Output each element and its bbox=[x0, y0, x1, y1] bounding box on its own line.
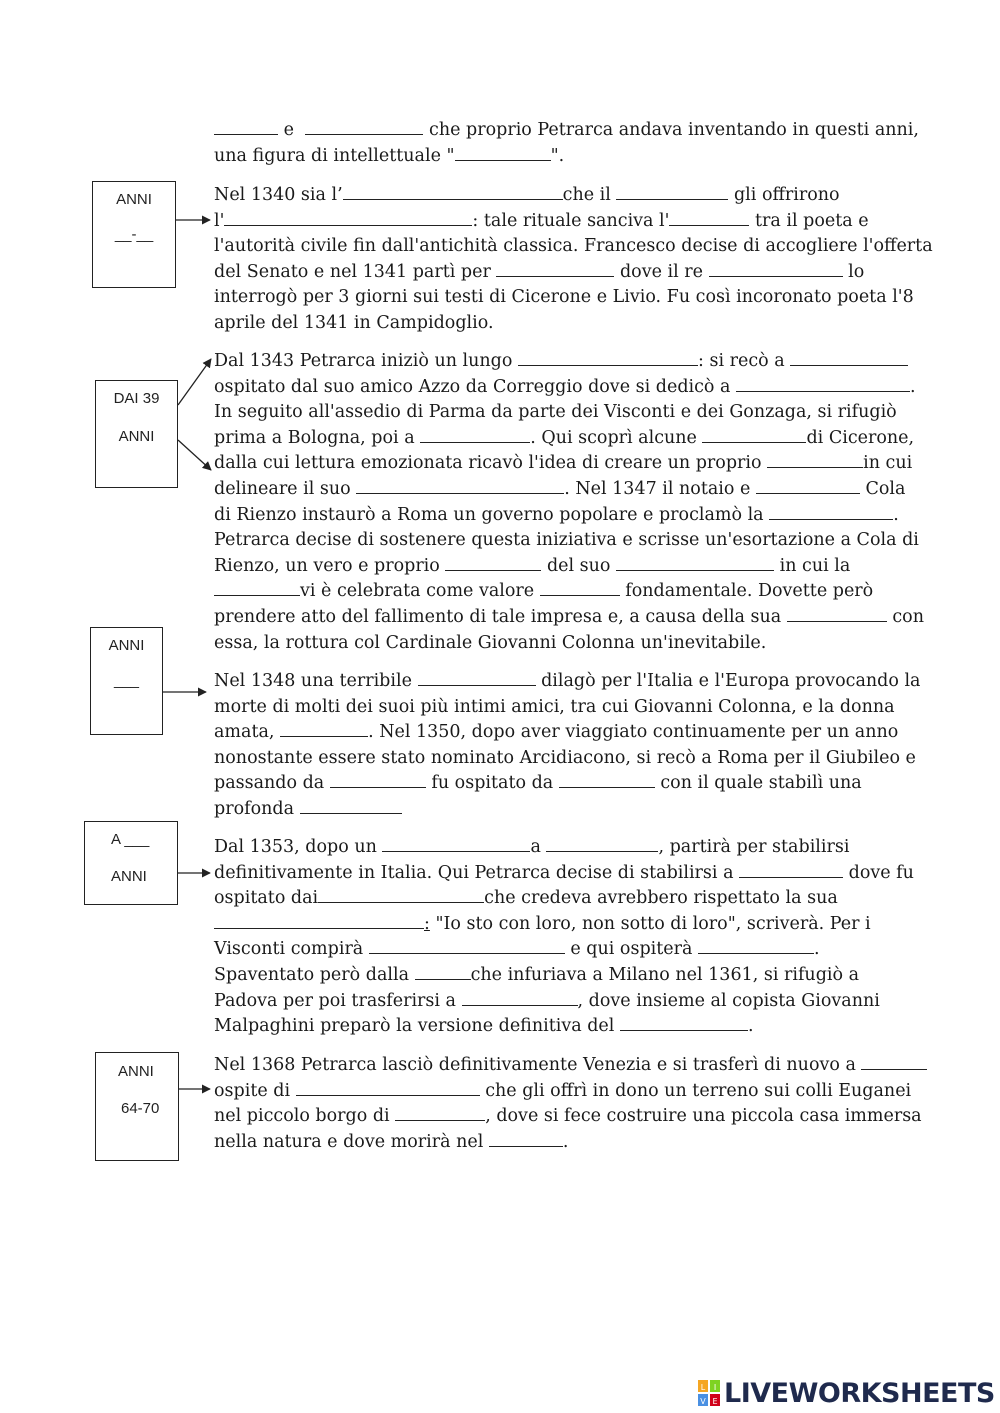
blank-field[interactable] bbox=[709, 261, 843, 277]
logo-letter: E bbox=[712, 1397, 718, 1406]
blank-field[interactable] bbox=[736, 376, 910, 392]
logo-grid-icon bbox=[698, 1380, 720, 1406]
liveworksheets-logo bbox=[698, 1378, 995, 1408]
blank-field[interactable] bbox=[224, 210, 472, 226]
blank-field[interactable] bbox=[790, 350, 908, 366]
blank-field[interactable] bbox=[540, 580, 620, 596]
blank-field[interactable] bbox=[318, 887, 484, 903]
blank-field[interactable] bbox=[415, 964, 471, 980]
side-box-label: DAI 39 bbox=[113, 390, 160, 407]
paragraph-1348: Nel 1348 una terribile dilagò per l'Italia e l'Europa provocando la morte di molti dei suoi più intimi amici, tra cui Giovanni Colonna, e la donna amata, . Nel 1350, dopo aver viaggiato continuamente per un anno nonostante essere stato nominato Arcidiacono, si recò a Roma per il Giubileo e passando da fu ospitato da con il quale stabilì una profonda bbox=[214, 671, 921, 819]
side-box-anni-64-70 bbox=[95, 1052, 179, 1161]
blank-field[interactable] bbox=[420, 427, 530, 443]
side-box-label: ANNI bbox=[116, 191, 152, 208]
blank-field[interactable] bbox=[356, 478, 564, 494]
blank-field[interactable] bbox=[462, 990, 578, 1006]
blank-field[interactable] bbox=[300, 798, 402, 814]
blank-field[interactable] bbox=[305, 119, 423, 135]
paragraph-intro-continuation: e che proprio Petrarca andava inventando in questi anni, una figura di intellettuale " ". bbox=[214, 120, 919, 166]
logo-letter: I bbox=[713, 1383, 717, 1392]
side-box-anni-1 bbox=[92, 181, 176, 288]
blank-field[interactable] bbox=[669, 210, 749, 226]
side-box-anni-3 bbox=[90, 627, 163, 735]
blank-field[interactable] bbox=[620, 1015, 748, 1031]
blank-field[interactable] bbox=[445, 555, 541, 571]
blank-field[interactable] bbox=[518, 350, 698, 366]
blank-field[interactable] bbox=[616, 184, 728, 200]
logo-letter: V bbox=[700, 1397, 706, 1406]
blank-field[interactable] bbox=[702, 427, 806, 443]
blank-field[interactable] bbox=[767, 452, 863, 468]
blank-field[interactable] bbox=[496, 261, 614, 277]
blank-field[interactable] bbox=[214, 913, 424, 929]
blank-field[interactable] bbox=[214, 119, 278, 135]
side-box-blank[interactable]: ___ bbox=[113, 672, 140, 689]
side-box-blank[interactable]: A ___ bbox=[111, 831, 150, 848]
blank-field[interactable] bbox=[787, 606, 887, 622]
blank-field[interactable] bbox=[214, 580, 300, 596]
blank-field[interactable] bbox=[455, 145, 551, 161]
arrow-icon bbox=[178, 359, 211, 405]
side-box-dai-39 bbox=[95, 380, 178, 488]
side-box-label: ANNI bbox=[118, 428, 155, 445]
blank-field[interactable] bbox=[369, 938, 565, 954]
blank-field[interactable] bbox=[559, 772, 655, 788]
blank-field[interactable] bbox=[296, 1080, 480, 1096]
blank-field[interactable] bbox=[861, 1054, 927, 1070]
blank-field[interactable] bbox=[739, 862, 843, 878]
side-box-blank[interactable]: __-__ bbox=[114, 226, 154, 243]
paragraph-1340: Nel 1340 sia l’ che il gli offrirono l' : tale rituale sanciva l' tra il poeta e l'autorità civile fin dall'antichità classica. Francesco decise di accogliere l'offerta del Senato e nel 1341 partì per dove il re lo interrogò per 3 giorni sui testi di Cicerone e Livio. Fu così incoronato poeta l'8 aprile del 1341 in Campidoglio. bbox=[214, 185, 933, 333]
blank-field[interactable] bbox=[418, 670, 536, 686]
side-box-label: ANNI bbox=[108, 637, 145, 654]
blank-field[interactable] bbox=[616, 555, 774, 571]
blank-field[interactable] bbox=[756, 478, 860, 494]
paragraph-1353: Dal 1353, dopo un a , partirà per stabilirsi definitivamente in Italia. Qui Petrarca decise di stabilirsi a dove fu ospitato dai che credeva avrebbero rispettato la sua : "Io sto con loro, non sotto di loro", scriverà. Per i Visconti compirà e qui ospiterà . Spaventato però dalla che infuriava a Milano nel 1361, si rifugiò a Padova per poi trasferirsi a , dove insieme al copista Giovanni Malpaghini preparò la versione definitiva del . bbox=[214, 837, 914, 1037]
blank-field[interactable] bbox=[330, 772, 426, 788]
blank-field[interactable] bbox=[698, 938, 814, 954]
blank-field[interactable] bbox=[280, 721, 368, 737]
blank-field[interactable] bbox=[395, 1105, 485, 1121]
blank-field[interactable] bbox=[546, 836, 658, 852]
side-box-label: ANNI bbox=[111, 868, 147, 885]
blank-field[interactable] bbox=[343, 184, 563, 200]
side-box-label: 64-70 bbox=[121, 1100, 160, 1117]
blank-field[interactable] bbox=[382, 836, 530, 852]
blank-field[interactable] bbox=[769, 504, 893, 520]
arrow-icon bbox=[178, 440, 211, 470]
blank-field[interactable] bbox=[489, 1131, 563, 1147]
side-box-label: ANNI bbox=[118, 1063, 154, 1080]
brand-name: LIVEWORKSHEETS bbox=[724, 1377, 995, 1409]
paragraph-1368: Nel 1368 Petrarca lasciò definitivamente Venezia e si trasferì di nuovo a ospite di che gli offrì in dono un terreno sui colli Euganei nel piccolo borgo di , dove si fece costruire una piccola casa immersa nella natura e dove morirà nel . bbox=[214, 1053, 904, 1155]
logo-letter: L bbox=[700, 1383, 706, 1392]
side-box-a-anni bbox=[84, 821, 178, 905]
paragraph-1343: Dal 1343 Petrarca iniziò un lungo : si recò a ospitato dal suo amico Azzo da Correggio dove si dedicò a . In seguito all'assedio di Parma da parte dei Visconti e dei Gonzaga, si rifugiò prima a Bologna, poi a . Qui scoprì alcune di Cicerone, dalla cui lettura emozionata ricavò l'idea di creare un proprio in cui delineare il suo . Nel 1347 il notaio e Cola di Rienzo instaurò a Roma un governo popolare e proclamò la . Petrarca decise di sostenere questa iniziativa e scrisse un'esortazione a Cola di Rienzo, un vero e proprio del suo in cui la vi è celebrata come valore fondamentale. Dovette però prendere atto del fallimento di tale impresa e, a causa della sua con essa, la rottura col Cardinale Giovanni Colonna un'inevitabile. bbox=[214, 351, 924, 653]
